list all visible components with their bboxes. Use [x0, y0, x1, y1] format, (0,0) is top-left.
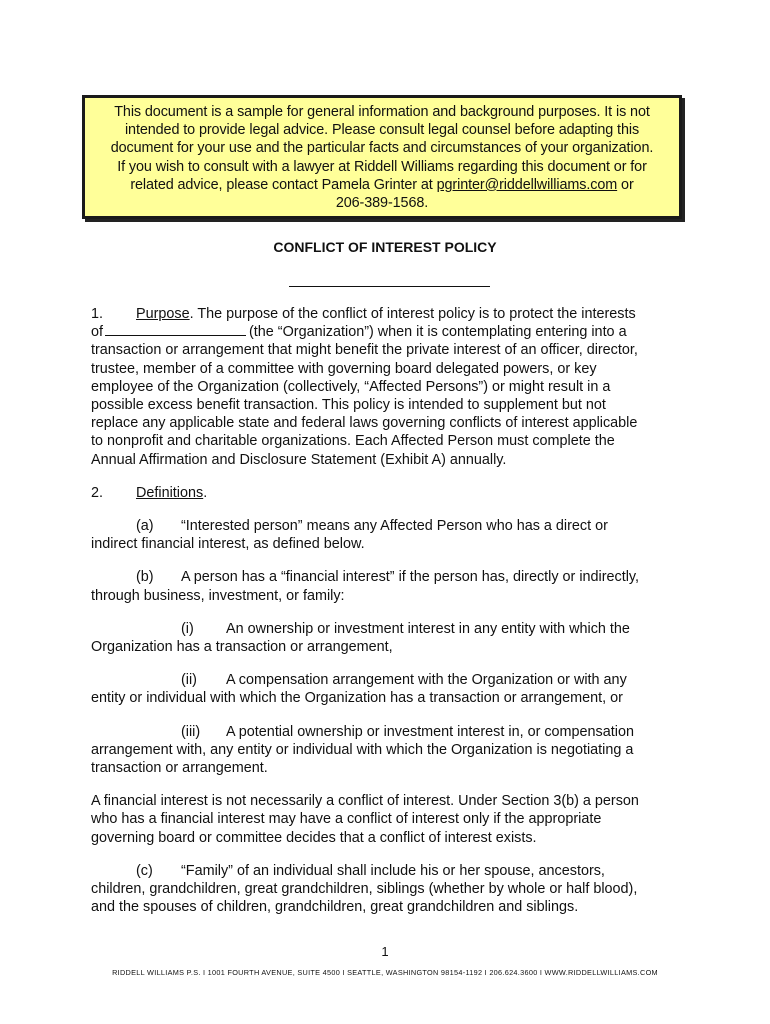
email-link[interactable]: pgrinter@riddellwilliams.com	[436, 176, 618, 193]
item-text: A potential ownership or investment interest in, or compensation	[226, 723, 634, 740]
definition-a	[91, 517, 691, 553]
definition-b-ii-line: entity or individual with which the Organization has a transaction or arrangement, or	[91, 690, 623, 707]
paragraph-gap	[91, 656, 691, 671]
item-label: (ii)	[181, 672, 197, 689]
disclaimer-or-text: or	[617, 176, 634, 193]
item-label: (b)	[136, 569, 154, 586]
definition-b-iii	[91, 723, 691, 778]
disclaimer-contact-text: related advice, please contact Pamela Grinter at	[130, 176, 437, 193]
item-label: (iii)	[181, 723, 201, 740]
title-rule	[289, 286, 490, 287]
section-heading-purpose: Purpose	[136, 306, 190, 322]
section-purpose-line	[91, 323, 691, 341]
item-label: (c)	[136, 862, 153, 879]
section-purpose-line: trustee, member of a committee with governing board delegated powers, or key	[91, 360, 597, 377]
document-body	[91, 305, 691, 916]
definition-a-line	[91, 517, 691, 535]
paragraph-gap	[91, 502, 691, 517]
definition-b-line: through business, investment, or family:	[91, 587, 345, 604]
section-purpose-line: transaction or arrangement that might benefit the private interest of an officer, director,	[91, 342, 638, 359]
section-purpose-line: replace any applicable state and federal laws governing conflicts of interest applicable	[91, 415, 638, 432]
section-definitions-line	[91, 484, 691, 502]
section-purpose-line: Annual Affirmation and Disclosure Statement (Exhibit A) annually.	[91, 451, 507, 468]
section-purpose	[91, 305, 691, 469]
definition-b-i-line	[91, 620, 691, 638]
definition-b-ii-line	[91, 671, 691, 689]
definition-c-line	[91, 862, 691, 880]
paragraph-gap	[91, 777, 691, 792]
financial-interest-note	[91, 792, 691, 847]
section-definitions	[91, 484, 691, 502]
definition-b-line	[91, 568, 691, 586]
disclaimer-line: intended to provide legal advice. Please consult legal counsel before adapting this	[124, 122, 640, 139]
disclaimer-box	[82, 95, 682, 219]
organization-name-blank	[105, 323, 246, 336]
disclaimer-line: This document is a sample for general information and background purposes. It is not	[114, 104, 650, 120]
definition-c-line: children, grandchildren, great grandchildren, siblings (whether by whole or half blood),	[91, 881, 638, 898]
item-label: (a)	[136, 518, 154, 535]
footer-address: RIDDELL WILLIAMS P.S. I 1001 FOURTH AVENUE, SUITE 4500 I SEATTLE, WASHINGTON 98154-1192 I 206.624.3600 I WWW.RIDDELLWILLIAMS.COM	[112, 968, 658, 977]
paragraph-gap	[91, 605, 691, 620]
section-text: (the “Organization”) when it is contemplating entering into a	[249, 324, 627, 341]
item-text: A compensation arrangement with the Organization or with any	[226, 672, 627, 689]
disclaimer-line: document for your use and the particular facts and circumstances of your organization.	[110, 140, 654, 157]
definition-b-iii-line	[91, 723, 691, 741]
financial-interest-note-line: governing board or committee decides that a conflict of interest exists.	[91, 829, 537, 846]
disclaimer-line: If you wish to consult with a lawyer at Riddell Williams regarding this document or for	[117, 158, 647, 175]
disclaimer-line	[85, 176, 679, 194]
definition-b-iii-line: transaction or arrangement.	[91, 760, 268, 777]
paragraph-gap	[91, 469, 691, 484]
definition-b	[91, 568, 691, 604]
section-purpose-line: to nonprofit and charitable organizations. Each Affected Person must complete the	[91, 433, 615, 450]
section-heading-definitions: Definitions	[136, 484, 204, 501]
paragraph-gap	[91, 847, 691, 862]
financial-interest-note-line: who has a financial interest may have a conflict of interest only if the appropriate	[91, 811, 602, 828]
definition-b-ii	[91, 671, 691, 707]
paragraph-gap	[91, 708, 691, 723]
disclaimer-phone: 206-389-1568.	[335, 195, 429, 212]
item-text: A person has a “financial interest” if the person has, directly or indirectly,	[181, 569, 640, 586]
section-number: 1.	[91, 306, 104, 322]
definition-a-line: indirect financial interest, as defined below.	[91, 536, 365, 553]
item-text: An ownership or investment interest in any entity with which the	[226, 620, 630, 637]
definition-b-i-line: Organization has a transaction or arrangement,	[91, 639, 393, 656]
page-number: 1	[381, 944, 389, 959]
definition-c-line: and the spouses of children, grandchildren, great grandchildren and siblings.	[91, 899, 579, 916]
definition-b-i	[91, 620, 691, 656]
item-text: “Family” of an individual shall include his or her spouse, ancestors,	[181, 862, 605, 879]
disclaimer-text	[85, 103, 679, 212]
definition-b-iii-line: arrangement with, any entity or individual with which the Organization is negotiating a	[91, 741, 634, 758]
section-purpose-line: employee of the Organization (collectively, “Affected Persons”) or might result in a	[91, 378, 611, 395]
section-purpose-line	[91, 305, 691, 323]
definition-c	[91, 862, 691, 917]
section-text: .	[203, 484, 208, 501]
item-text: “Interested person” means any Affected Person who has a direct or	[181, 518, 608, 535]
section-number: 2.	[91, 484, 104, 501]
section-text: . The purpose of the conflict of interest policy is to protect the interests	[189, 306, 636, 322]
document-title: CONFLICT OF INTEREST POLICY	[273, 239, 497, 255]
financial-interest-note-line: A financial interest is not necessarily a conflict of interest. Under Section 3(b) a person	[91, 793, 639, 810]
item-label: (i)	[181, 620, 194, 637]
section-text: of	[91, 324, 104, 341]
paragraph-gap	[91, 553, 691, 568]
section-purpose-line: possible excess benefit transaction. This policy is intended to supplement but not	[91, 397, 606, 414]
